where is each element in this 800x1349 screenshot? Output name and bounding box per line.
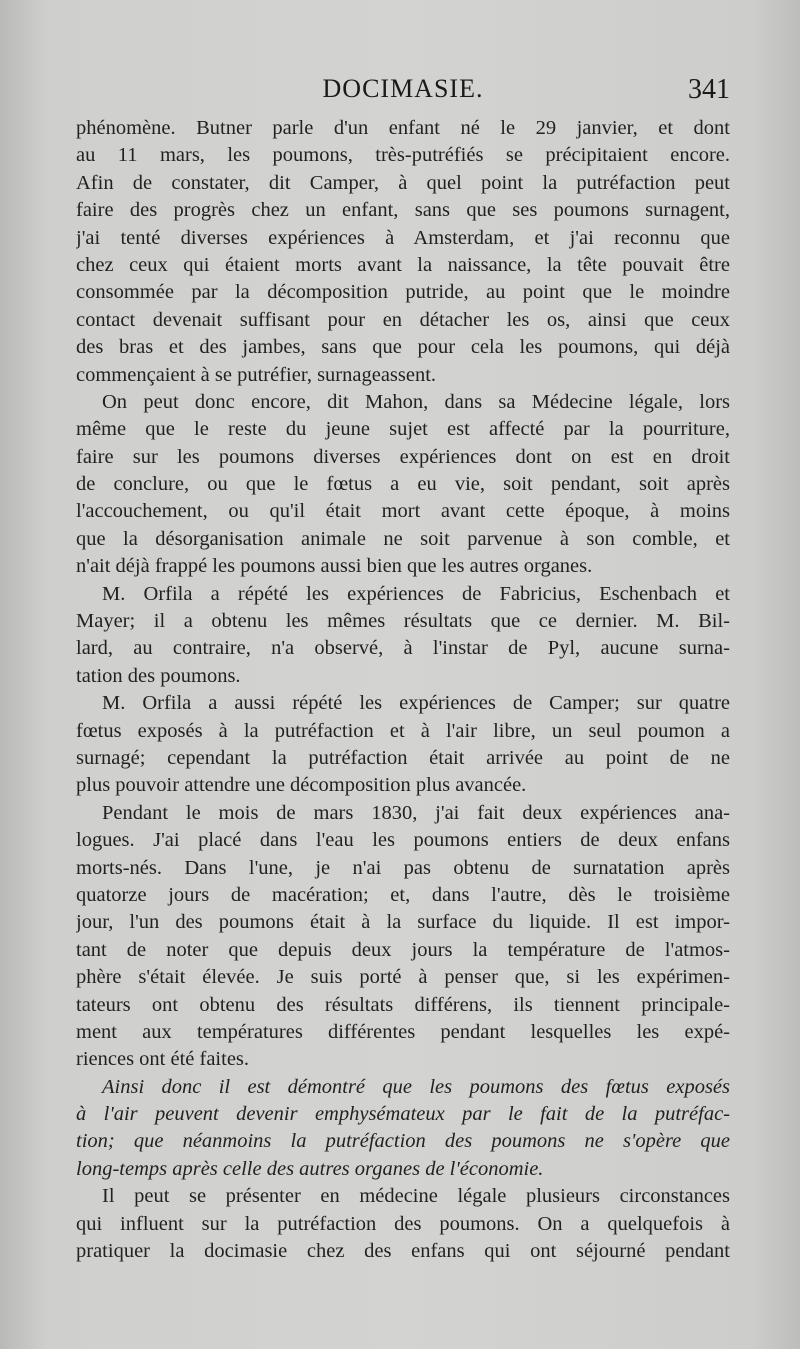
text-line: M. Orfila a aussi répété les expériences de Camper; sur quatre	[102, 692, 730, 715]
text-line: Il peut se présenter en médecine légale plusieurs circonstances	[102, 1185, 730, 1208]
text-line: j'ai tenté diverses expériences à Amsterdam, et j'ai reconnu que	[76, 226, 730, 249]
text-line: consommée par la décomposition putride, au point que le moindre	[76, 281, 730, 304]
text-line: jour, l'un des poumons était à la surface du liquide. Il est impor-	[76, 911, 730, 934]
text-line: plus pouvoir attendre une décomposition plus avancée.	[76, 774, 527, 797]
text-line: ment aux températures différentes pendant lesquelles les expé-	[76, 1020, 730, 1043]
text-line: logues. J'ai placé dans l'eau les poumons entiers de deux enfans	[76, 829, 730, 852]
text-line: n'ait déjà frappé les poumons aussi bien que les autres organes.	[76, 555, 593, 578]
text-line: lard, au contraire, n'a observé, à l'instar de Pyl, aucune surna-	[76, 637, 730, 660]
page-header	[76, 74, 730, 108]
page-number: 341	[688, 74, 730, 105]
text-line: l'accouchement, ou qu'il était mort avant cette époque, à moins	[76, 500, 730, 523]
text-line: faire sur les poumons diverses expériences dont on est en droit	[76, 445, 730, 468]
paragraph	[76, 115, 730, 389]
text-line: M. Orfila a répété les expériences de Fabricius, Eschenbach et	[102, 582, 730, 605]
text-line: faire des progrès chez un enfant, sans que ses poumons surnagent,	[76, 199, 730, 222]
paragraph	[76, 800, 730, 1074]
text-line: contact devenait suffisant pour en détacher les os, ainsi que ceux	[76, 308, 730, 331]
paragraph	[76, 1183, 730, 1265]
text-body	[76, 115, 730, 1265]
text-line: phère s'était élevée. Je suis porté à penser que, si les expérimen-	[76, 966, 730, 989]
text-line: qui influent sur la putréfaction des poumons. On a quelquefois à	[76, 1212, 730, 1235]
text-line: fœtus exposés à la putréfaction et à l'air libre, un seul poumon a	[76, 719, 730, 742]
text-line: même que le reste du jeune sujet est affecté par la pourriture,	[76, 418, 730, 441]
paragraph	[76, 1074, 730, 1184]
text-line: Mayer; il a obtenu les mêmes résultats que ce dernier. M. Bil-	[76, 610, 730, 633]
text-line: chez ceux qui étaient morts avant la naissance, la tête pouvait être	[76, 253, 730, 276]
text-line: tion; que néanmoins la putréfaction des poumons ne s'opère que	[76, 1130, 730, 1153]
text-line: que la désorganisation animale ne soit parvenue à son comble, et	[76, 527, 730, 550]
text-line: de conclure, ou que le fœtus a eu vie, soit pendant, soit après	[76, 473, 730, 496]
text-line: tant de noter que depuis deux jours la température de l'atmos-	[76, 938, 730, 961]
text-line: phénomène. Butner parle d'un enfant né le 29 janvier, et dont	[76, 117, 730, 139]
text-line: au 11 mars, les poumons, très-putréfiés se précipitaient encore.	[76, 144, 730, 167]
text-line: On peut donc encore, dit Mahon, dans sa Médecine légale, lors	[102, 390, 730, 413]
paragraph	[76, 389, 730, 581]
text-line: tation des poumons.	[76, 664, 241, 687]
text-line: commençaient à se putréfier, surnageassent.	[76, 363, 437, 386]
text-line: pratiquer la docimasie chez des enfans qui ont séjourné pendant	[76, 1240, 730, 1263]
text-line: surnagé; cependant la putréfaction était arrivée au point de ne	[76, 746, 730, 769]
text-line: quatorze jours de macération; et, dans l'autre, dès le troisième	[76, 883, 730, 906]
text-line: morts-nés. Dans l'une, je n'ai pas obtenu de surnatation après	[76, 856, 730, 879]
text-line: Pendant le mois de mars 1830, j'ai fait deux expériences ana-	[102, 801, 730, 824]
paragraph	[76, 690, 730, 800]
text-line: Afin de constater, dit Camper, à quel point la putréfaction peut	[76, 171, 730, 194]
paragraph	[76, 581, 730, 691]
text-line: riences ont été faites.	[76, 1048, 250, 1071]
text-line: à l'air peuvent devenir emphysémateux par le fait de la putréfac-	[76, 1103, 730, 1126]
text-line: Ainsi donc il est démontré que les poumons des fœtus exposés	[102, 1075, 730, 1098]
text-line: long-temps après celle des autres organes de l'économie.	[76, 1157, 544, 1180]
text-line: tateurs ont obtenu des résultats différens, ils tiennent principale-	[76, 993, 730, 1016]
text-line: des bras et des jambes, sans que pour cela les poumons, qui déjà	[76, 336, 730, 359]
running-title: DOCIMASIE.	[322, 74, 484, 103]
